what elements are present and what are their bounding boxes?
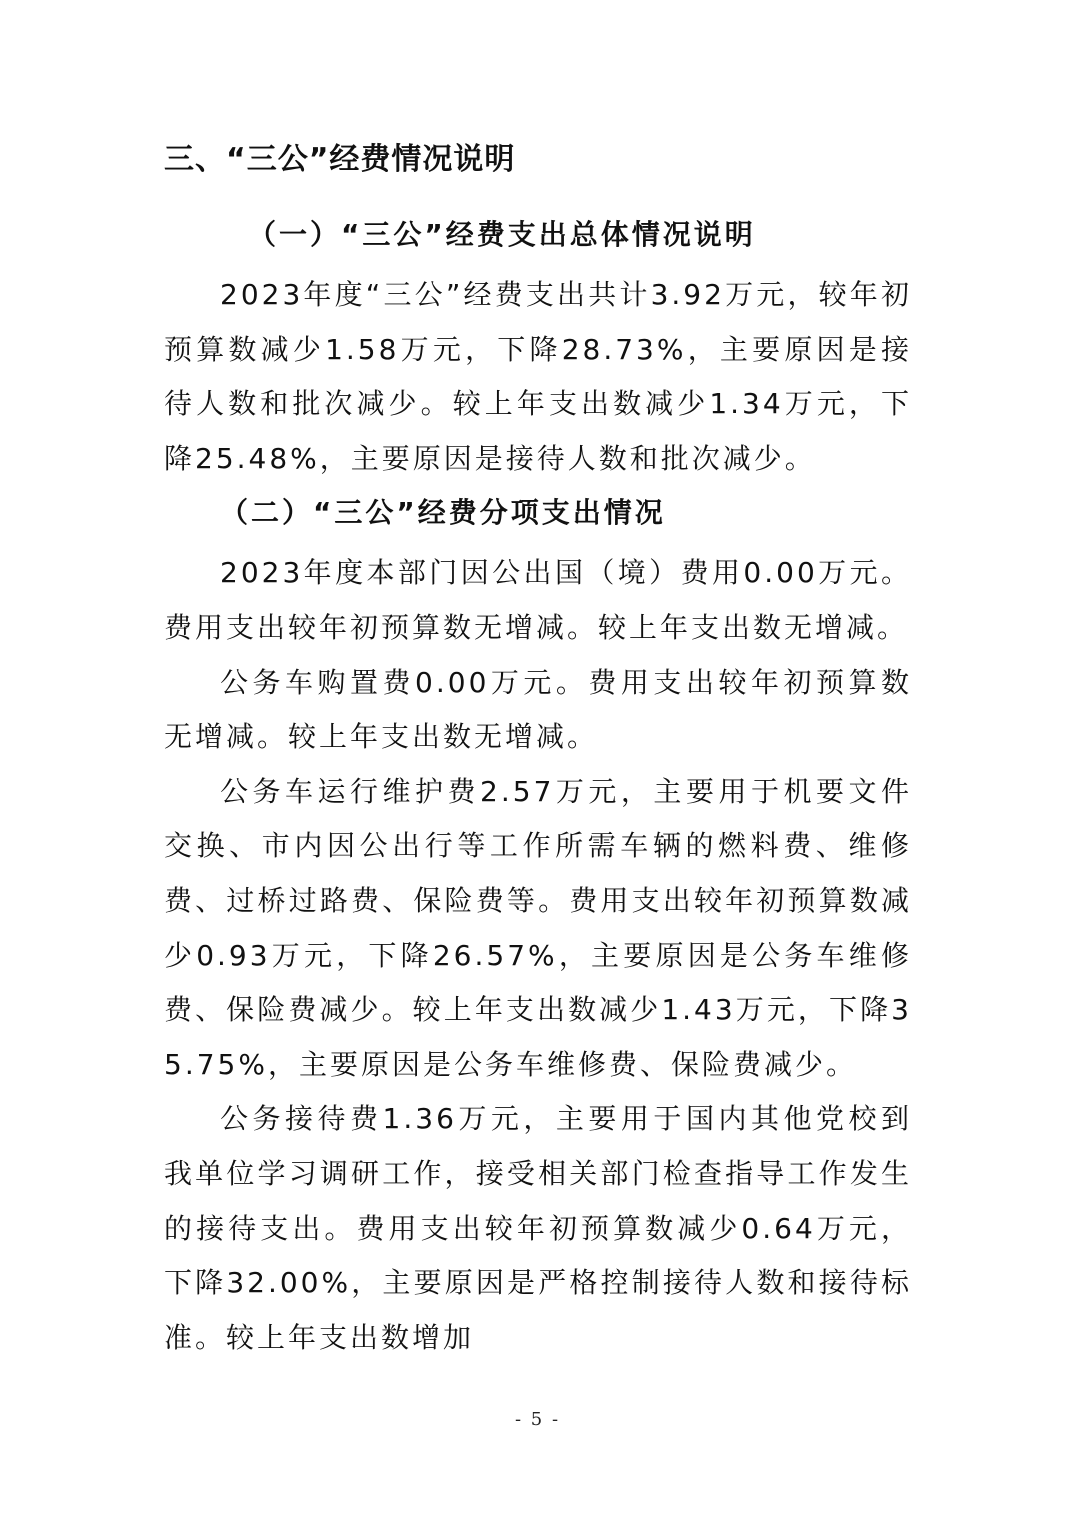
subsection-1-title: （一）“三公”经费支出总体情况说明 [248, 218, 756, 251]
section-title: 三、“三公”经费情况说明 [164, 142, 516, 177]
subsection-2-title: （二）“三公”经费分项支出情况 [220, 496, 666, 530]
overall-expense-paragraph: 2023年度“三公”经费支出共计3.92万元，较年初预算数减少1.58万元，下降28.73%，主要原因是接待人数和批次减少。较上年支出数减少1.34万元，下降25.48%，主要原因是接待人数和批次减少。 [164, 278, 912, 475]
document-body [164, 136, 912, 1365]
vehicle-maintenance-paragraph: 公务车运行维护费2.57万元，主要用于机要文件交换、市内因公出行等工作所需车辆的燃料费、维修费、过桥过路费、保险费等。费用支出较年初预算数减少0.93万元，下降26.57%，主要原因是公务车维修费、保险费减少。较上年支出数减少1.43万元，下降35.75%，主要原因是公务车维修费、保险费减少。 [164, 774, 912, 1081]
overseas-travel-paragraph: 2023年度本部门因公出国（境）费用0.00万元。费用支出较年初预算数无增减。较上年支出数无增减。 [164, 556, 912, 644]
vehicle-purchase-paragraph: 公务车购置费0.00万元。费用支出较年初预算数无增减。较上年支出数无增减。 [164, 665, 912, 754]
page-number: - 5 - [514, 1409, 561, 1430]
reception-expense-paragraph: 公务接待费1.36万元，主要用于国内其他党校到我单位学习调研工作，接受相关部门检查指导工作发生的接待支出。费用支出较年初预算数减少0.64万元，下降32.00%，主要原因是严格控制接待人数和接待标准。较上年支出数增加 [164, 1102, 912, 1354]
